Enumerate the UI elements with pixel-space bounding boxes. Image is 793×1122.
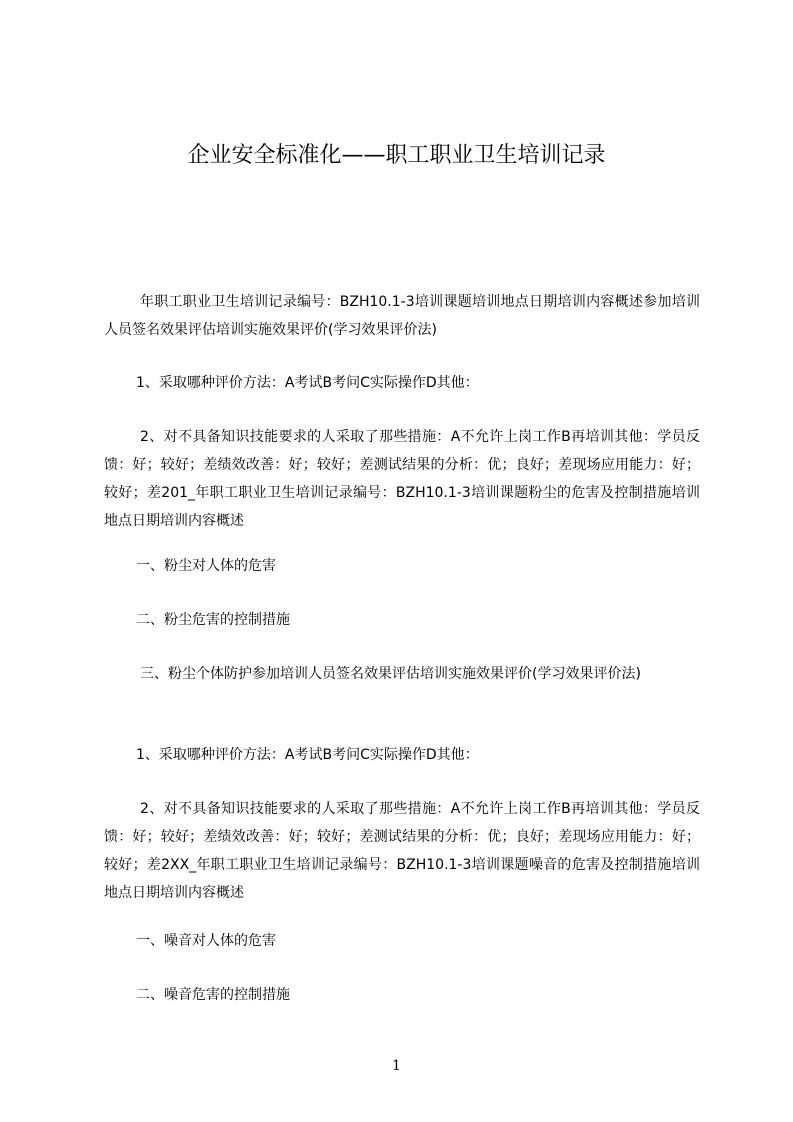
paragraph-measures-2: 2、对不具备知识技能要求的人采取了那些措施：A不允许上岗工作B再培训其他：学员反馈：好；较好；差绩效改善：好；较好；差测试结果的分析：优；良好；差现场应用能力：好；较好；差2XX_年职工职业卫生培训记录编号：BZH10.1-3培训课题噪音的危害及控制措施培训地点日期培训内容概述 [104, 801, 700, 901]
paragraph-dust-protection: 三、粉尘个体防护参加培训人员签名效果评估培训实施效果评价(学习效果评价法) [140, 666, 641, 682]
paragraph-measures-1: 2、对不具备知识技能要求的人采取了那些措施：A不允许上岗工作B再培训其他：学员反馈：好；较好；差绩效改善：好；较好；差测试结果的分析：优；良好；差现场应用能力：好；较好；差201_年职工职业卫生培训记录编号：BZH10.1-3培训课题粉尘的危害及控制措施培训地点日期培训内容概述 [104, 429, 700, 529]
paragraph-noise-control: 二、噪音危害的控制措施 [136, 987, 290, 1003]
paragraph-eval-method-2: 1、采取哪种评价方法：A考试B考问C实际操作D其他： [136, 747, 479, 763]
paragraph-noise-harm: 一、噪音对人体的危害 [136, 933, 276, 949]
paragraph-dust-control: 二、粉尘危害的控制措施 [136, 612, 290, 628]
paragraph-intro: 年职工职业卫生培训记录编号：BZH10.1-3培训课题培训地点日期培训内容概述参加培训人员签名效果评估培训实施效果评价(学习效果评价法) [104, 294, 700, 338]
paragraph-dust-harm: 一、粉尘对人体的危害 [136, 558, 276, 574]
paragraph-eval-method-1: 1、采取哪种评价方法：A考试B考问C实际操作D其他： [136, 375, 479, 391]
document-title: 企业安全标准化——职工职业卫生培训记录 [187, 143, 606, 168]
page-number: 1 [392, 1058, 401, 1074]
